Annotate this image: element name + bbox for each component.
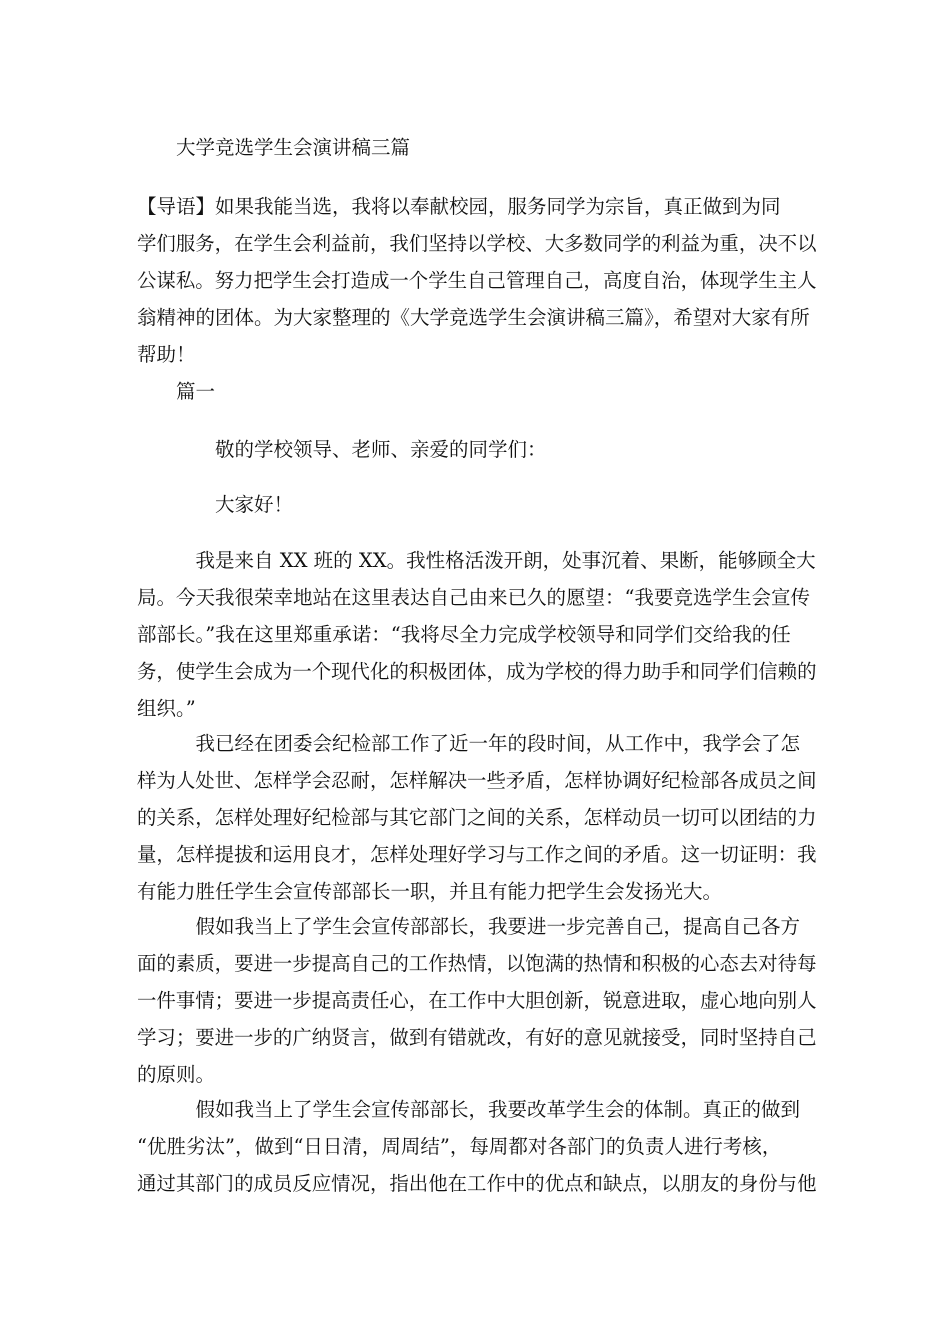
text-line: 组织。”	[137, 697, 196, 720]
text-line: 我已经在团委会纪检部工作了近一年的段时间，从工作中，我学会了怎	[137, 732, 801, 755]
text-line: 务，使学生会成为一个现代化的积极团体，成为学校的得力助手和同学们信赖的	[137, 660, 817, 683]
text-line: 学习；要进一步的广纳贤言，做到有错就改，有好的意见就接受，同时坚持自己	[137, 1026, 817, 1049]
text-line: “优胜劣汰”，做到“日日清，周周结”，每周都对各部门的负责人进行考核，	[137, 1135, 782, 1158]
text-line: 学们服务，在学生会利益前，我们坚持以学校、大多数同学的利益为重，决不以	[137, 232, 817, 255]
document-page: 大学竞选学生会演讲稿三篇 【导语】如果我能当选，我将以奉献校园，服务同学为宗旨，真正做到为同 学们服务，在学生会利益前，我们坚持以学校、大多数同学的利益为重，决不以 公谋私。努力把学生会打造成一个学生自己管理自己，高度自治，体现学生主人 翁精神的团体。为大家整理的《大学竞选学生会演讲稿三篇》，希望对大家有所 帮助！ 篇一 敬的学校领导、老师、亲爱的同学们： 大家好！ 我是来自 XX 班的 XX。我性格活泼开朗，处事沉着、果断，能够顾全大 局。今天我很荣幸地站在这里表达自己由来已久的愿望：“我要竞选学生会宣传 部部长。”我在这里郑重承诺：“我将尽全力完成学校领导和同学们交给我的任 务，使学生会成为一个现代化的积极团体，成为学校的得力助手和同学们信赖的 组织。” 我已经在团委会纪检部工作了近一年的段时间，从工作中，我学会了怎 样为人处世、怎样学会忍耐，怎样解决一些矛盾，怎样协调好纪检部各成员之间 的关系，怎样处理好纪检部与其它部门之间的关系，怎样动员一切可以团结的力 量，怎样提拔和运用良才，怎样处理好学习与工作之间的矛盾。这一切证明：我 有能力胜任学生会宣传部部长一职，并且有能力把学生会发扬光大。 假如我当上了学生会宣传部部长，我要进一步完善自己，提高自己各方 面的素质，要进一步提高自己的工作热情，以饱满的热情和积极的心态去对待每 一件事情；要进一步提高责任心，在工作中大胆创新，锐意进取，虚心地向别人 学习；要进一步的广纳贤言，做到有错就改，有好的意见就接受，同时坚持自己 的原则。 假如我当上了学生会宣传部部长，我要改革学生会的体制。真正的做到 “优胜劣汰”，做到“日日清，周周结”，每周都对各部门的负责人进行考核， 通过其部门的成员反应情况，指出他在工作中的优点和缺点，以朋友的身份与他	[0, 0, 950, 1344]
text-line: 假如我当上了学生会宣传部部长，我要改革学生会的体制。真正的做到	[137, 1098, 801, 1121]
text-line: 我是来自 XX 班的 XX。我性格活泼开朗，处事沉着、果断，能够顾全大	[137, 549, 816, 572]
text-line: 假如我当上了学生会宣传部部长，我要进一步完善自己，提高自己各方	[137, 915, 801, 938]
text-line: 面的素质，要进一步提高自己的工作热情，以饱满的热情和积极的心态去对待每	[137, 952, 817, 975]
text-line: 一件事情；要进一步提高责任心，在工作中大胆创新，锐意进取，虚心地向别人	[137, 989, 817, 1012]
text-line: 翁精神的团体。为大家整理的《大学竞选学生会演讲稿三篇》，希望对大家有所	[137, 306, 810, 329]
text-line: 通过其部门的成员反应情况，指出他在工作中的优点和缺点，以朋友的身份与他	[137, 1172, 817, 1195]
text-line: 部部长。”我在这里郑重承诺：“我将尽全力完成学校领导和同学们交给我的任	[137, 623, 791, 646]
text-line: 的关系，怎样处理好纪检部与其它部门之间的关系，怎样动员一切可以团结的力	[137, 806, 817, 829]
text-line: 【导语】如果我能当选，我将以奉献校园，服务同学为宗旨，真正做到为同	[137, 195, 781, 218]
text-line: 公谋私。努力把学生会打造成一个学生自己管理自己，高度自治，体现学生主人	[137, 269, 817, 292]
text-line: 有能力胜任学生会宣传部部长一职，并且有能力把学生会发扬光大。	[137, 880, 723, 903]
text-line: 量，怎样提拔和运用良才，怎样处理好学习与工作之间的矛盾。这一切证明：我	[137, 843, 817, 866]
text-line: 帮助！	[137, 343, 196, 366]
text-line: 局。今天我很荣幸地站在这里表达自己由来已久的愿望：“我要竞选学生会宣传	[137, 586, 810, 609]
text-line: 样为人处世、怎样学会忍耐，怎样解决一些矛盾，怎样协调好纪检部各成员之间	[137, 769, 817, 792]
text-line: 的原则。	[137, 1063, 216, 1086]
